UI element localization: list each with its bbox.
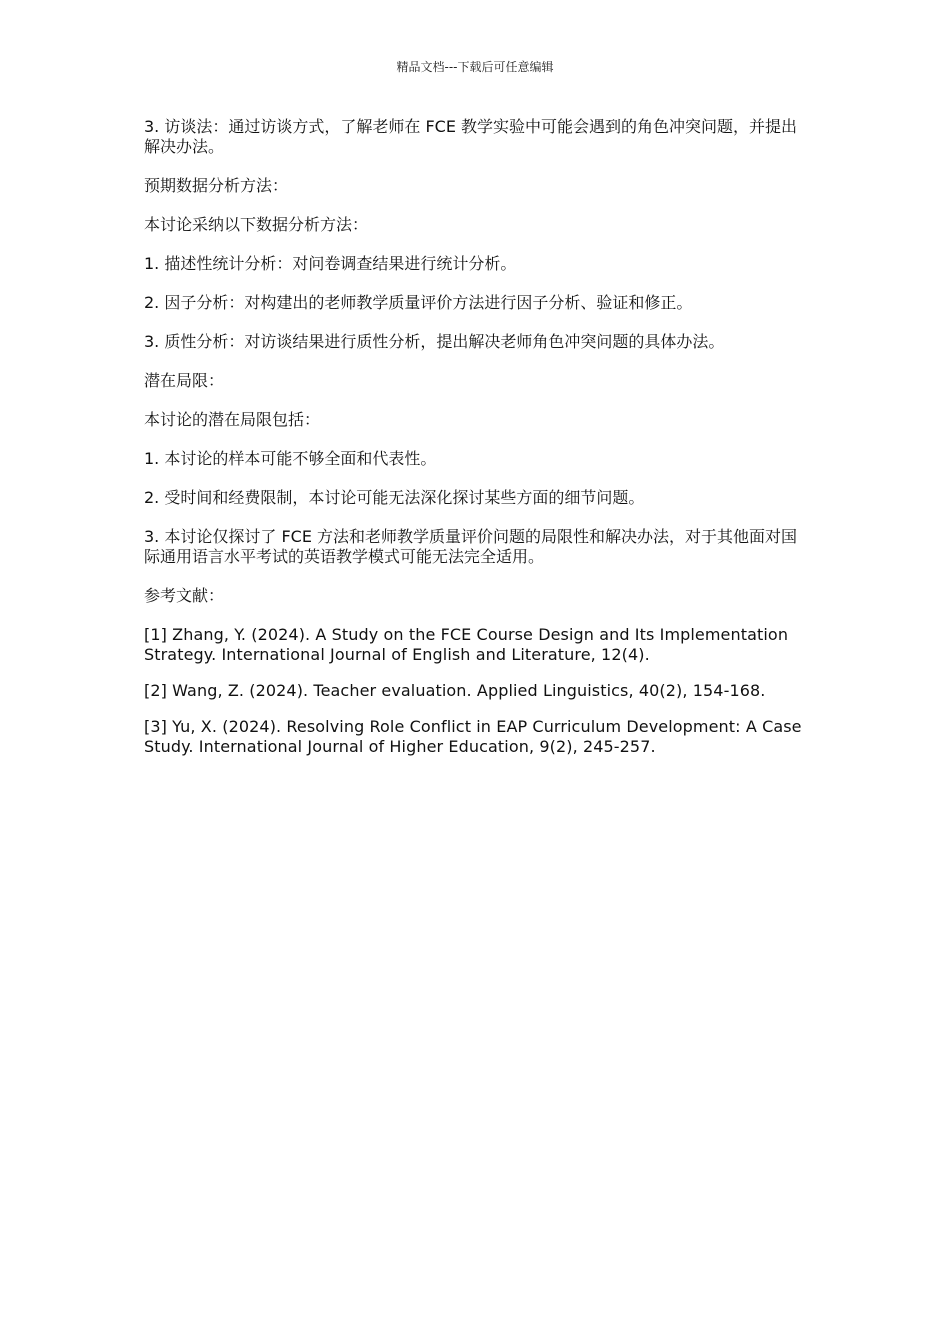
list-item-limitation-sample: 1. 本讨论的样本可能不够全面和代表性。: [144, 449, 437, 468]
list-item-descriptive-stats: 1. 描述性统计分析：对问卷调查结果进行统计分析。: [144, 254, 517, 273]
heading-references: 参考文献：: [144, 586, 225, 605]
paragraph-interview-method: 3. 访谈法：通过访谈方式，了解老师在 FCE 教学实验中可能会遇到的角色冲突问题，并提出解决办法。: [144, 117, 798, 156]
list-item-qualitative-analysis: 3. 质性分析：对访谈结果进行质性分析，提出解决老师角色冲突问题的具体办法。: [144, 332, 725, 351]
list-item-factor-analysis: 2. 因子分析：对构建出的老师教学质量评价方法进行因子分析、验证和修正。: [144, 293, 693, 312]
reference-item: [1] Zhang, Y. (2024). A Study on the FCE Course Design and Its Implementation Strategy. International Journal of English and Literature, 12(4).: [144, 625, 789, 664]
list-item-limitation-scope: 3. 本讨论仅探讨了 FCE 方法和老师教学质量评价问题的局限性和解决办法，对于其他面对国际通用语言水平考试的英语教学模式可能无法完全适用。: [144, 527, 798, 566]
heading-analysis-methods: 预期数据分析方法：: [144, 176, 289, 195]
list-item-limitation-resources: 2. 受时间和经费限制，本讨论可能无法深化探讨某些方面的细节问题。: [144, 488, 645, 507]
paragraph-analysis-intro: 本讨论采纳以下数据分析方法：: [144, 215, 369, 234]
document-body: [144, 117, 809, 773]
reference-item: [3] Yu, X. (2024). Resolving Role Conflict in EAP Curriculum Development: A Case Study. International Journal of Higher Education, 9(2), 245-257.: [144, 717, 802, 756]
paragraph-limitations-intro: 本讨论的潜在局限包括：: [144, 410, 321, 429]
page-header: 精品文档---下载后可任意编辑: [396, 60, 554, 74]
heading-limitations: 潜在局限：: [144, 371, 225, 390]
reference-list: [144, 625, 809, 757]
reference-item: [2] Wang, Z. (2024). Teacher evaluation. Applied Linguistics, 40(2), 154-168.: [144, 681, 766, 700]
